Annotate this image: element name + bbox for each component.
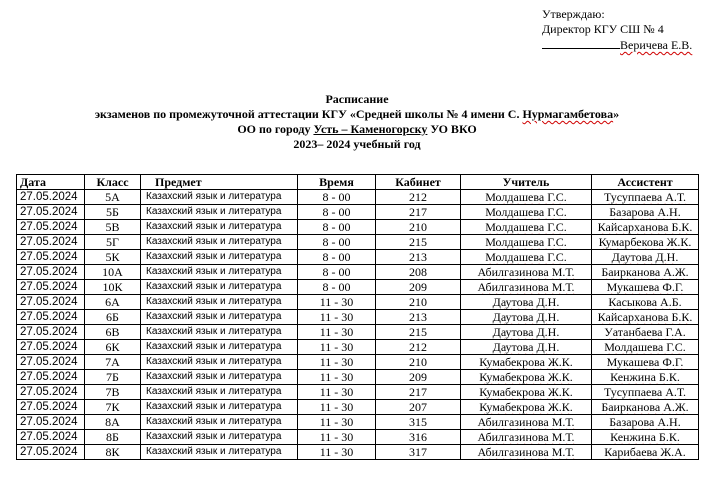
cell-date: 27.05.2024 — [17, 235, 85, 250]
cell-assistant-name: Касыкова А.Б. — [608, 295, 682, 309]
cell-time: 11 - 30 — [298, 430, 376, 445]
cell-subject: Казахский язык и литература — [141, 205, 298, 220]
header-subject: Предмет — [141, 175, 298, 190]
cell-time: 8 - 00 — [298, 205, 376, 220]
title-line-4: 2023– 2024 учебный год — [293, 137, 421, 151]
cell-teacher-name: Кумабекрова Ж.К. — [479, 400, 573, 414]
cell-teacher — [461, 430, 592, 445]
header-assistant: Ассистент — [592, 175, 699, 190]
cell-room: 315 — [376, 415, 461, 430]
cell-class: 8А — [85, 415, 141, 430]
cell-teacher — [461, 325, 592, 340]
cell-time: 8 - 00 — [298, 220, 376, 235]
cell-time: 8 - 00 — [298, 190, 376, 205]
cell-teacher-name: Молдашева Г.С. — [485, 220, 567, 234]
cell-assistant-name: Тусуппаева А.Т. — [603, 190, 687, 204]
cell-assistant — [592, 370, 699, 385]
cell-room: 212 — [376, 190, 461, 205]
cell-room: 209 — [376, 280, 461, 295]
cell-date: 27.05.2024 — [17, 250, 85, 265]
cell-teacher — [461, 415, 592, 430]
cell-assistant-name: Кайсарханова Б.К. — [597, 220, 693, 234]
cell-date: 27.05.2024 — [17, 295, 85, 310]
cell-time: 8 - 00 — [298, 280, 376, 295]
cell-date: 27.05.2024 — [17, 310, 85, 325]
cell-assistant-name: Кумарбекова Ж.К. — [598, 235, 692, 249]
table-row — [17, 400, 699, 415]
cell-class: 6К — [85, 340, 141, 355]
cell-time: 11 - 30 — [298, 400, 376, 415]
cell-time: 11 - 30 — [298, 355, 376, 370]
cell-time: 11 - 30 — [298, 340, 376, 355]
header-teacher: Учитель — [461, 175, 592, 190]
cell-subject: Казахский язык и литература — [141, 280, 298, 295]
cell-date: 27.05.2024 — [17, 445, 85, 460]
title-line-2-name: Нурмагамбетова — [522, 107, 614, 121]
cell-assistant — [592, 310, 699, 325]
cell-subject: Казахский язык и литература — [141, 310, 298, 325]
cell-teacher — [461, 235, 592, 250]
cell-assistant-name: Баирканова А.Ж. — [601, 400, 689, 414]
cell-teacher — [461, 340, 592, 355]
cell-teacher-name: Кумабекрова Ж.К. — [479, 385, 573, 399]
cell-room: 316 — [376, 430, 461, 445]
cell-date: 27.05.2024 — [17, 205, 85, 220]
cell-time: 11 - 30 — [298, 385, 376, 400]
table-row — [17, 280, 699, 295]
title-line-2-text: экзаменов по промежуточной аттестации КГУ «Средней школы № 4 имени С. — [94, 107, 523, 121]
table-row — [17, 235, 699, 250]
cell-subject: Казахский язык и литература — [141, 430, 298, 445]
cell-time: 11 - 30 — [298, 415, 376, 430]
cell-teacher-name: Абилгазинова М.Т. — [477, 265, 575, 279]
cell-class: 8К — [85, 445, 141, 460]
cell-subject: Казахский язык и литература — [141, 250, 298, 265]
cell-date: 27.05.2024 — [17, 355, 85, 370]
cell-room: 209 — [376, 370, 461, 385]
cell-teacher-name: Абилгазинова М.Т. — [477, 280, 575, 294]
table-row — [17, 325, 699, 340]
title-line-3-text: ОО по городу — [237, 122, 314, 136]
cell-subject: Казахский язык и литература — [141, 325, 298, 340]
cell-teacher — [461, 220, 592, 235]
cell-room: 210 — [376, 220, 461, 235]
cell-assistant — [592, 385, 699, 400]
cell-date: 27.05.2024 — [17, 325, 85, 340]
cell-teacher — [461, 355, 592, 370]
cell-assistant — [592, 415, 699, 430]
cell-class: 8Б — [85, 430, 141, 445]
cell-assistant — [592, 355, 699, 370]
cell-assistant-name: Кенжина Б.К. — [610, 430, 680, 444]
cell-teacher — [461, 445, 592, 460]
approval-block — [542, 7, 692, 53]
cell-teacher — [461, 400, 592, 415]
cell-class: 6А — [85, 295, 141, 310]
cell-teacher-name: Кумабекрова Ж.К. — [479, 355, 573, 369]
table-row — [17, 370, 699, 385]
cell-teacher — [461, 295, 592, 310]
cell-room: 317 — [376, 445, 461, 460]
table-body — [17, 190, 699, 460]
title-line-2-end: » — [613, 107, 620, 121]
cell-date: 27.05.2024 — [17, 415, 85, 430]
cell-teacher-name: Молдашева Г.С. — [485, 250, 567, 264]
cell-teacher-name: Даутова Д.Н. — [492, 340, 560, 354]
cell-assistant — [592, 295, 699, 310]
table-header-row — [17, 175, 699, 190]
cell-teacher — [461, 280, 592, 295]
title-line-1: Расписание — [325, 92, 389, 106]
cell-room: 215 — [376, 235, 461, 250]
cell-assistant — [592, 265, 699, 280]
cell-assistant-name: Кенжина Б.К. — [610, 370, 680, 384]
cell-class: 7А — [85, 355, 141, 370]
cell-teacher-name: Даутова Д.Н. — [492, 310, 560, 324]
cell-date: 27.05.2024 — [17, 430, 85, 445]
header-time: Время — [298, 175, 376, 190]
header-room: Кабинет — [376, 175, 461, 190]
document-title — [0, 92, 714, 152]
cell-subject: Казахский язык и литература — [141, 355, 298, 370]
cell-date: 27.05.2024 — [17, 400, 85, 415]
cell-time: 11 - 30 — [298, 295, 376, 310]
cell-assistant — [592, 235, 699, 250]
header-class: Класс — [85, 175, 141, 190]
cell-subject: Казахский язык и литература — [141, 385, 298, 400]
cell-room: 217 — [376, 385, 461, 400]
cell-assistant-name: Баирканова А.Ж. — [601, 265, 689, 279]
cell-date: 27.05.2024 — [17, 370, 85, 385]
cell-room: 207 — [376, 400, 461, 415]
cell-teacher-name: Кумабекрова Ж.К. — [479, 370, 573, 384]
cell-date: 27.05.2024 — [17, 280, 85, 295]
cell-teacher-name: Даутова Д.Н. — [492, 295, 560, 309]
cell-assistant — [592, 280, 699, 295]
cell-room: 213 — [376, 250, 461, 265]
cell-class: 7В — [85, 385, 141, 400]
cell-assistant — [592, 430, 699, 445]
cell-class: 5В — [85, 220, 141, 235]
cell-teacher-name: Молдашева Г.С. — [485, 205, 567, 219]
cell-date: 27.05.2024 — [17, 340, 85, 355]
cell-room: 213 — [376, 310, 461, 325]
signature-line — [542, 37, 620, 49]
cell-assistant-name: Тусуппаева А.Т. — [603, 385, 687, 399]
cell-time: 8 - 00 — [298, 250, 376, 265]
cell-assistant — [592, 205, 699, 220]
table-row — [17, 265, 699, 280]
cell-class: 6В — [85, 325, 141, 340]
table-row — [17, 205, 699, 220]
cell-subject: Казахский язык и литература — [141, 220, 298, 235]
cell-room: 208 — [376, 265, 461, 280]
cell-room: 215 — [376, 325, 461, 340]
cell-assistant-name: Мукашева Ф.Г. — [606, 280, 684, 294]
cell-date: 27.05.2024 — [17, 385, 85, 400]
table-row — [17, 415, 699, 430]
cell-room: 212 — [376, 340, 461, 355]
cell-teacher — [461, 250, 592, 265]
cell-class: 5Г — [85, 235, 141, 250]
cell-time: 11 - 30 — [298, 310, 376, 325]
cell-date: 27.05.2024 — [17, 220, 85, 235]
exam-schedule-table — [16, 174, 699, 460]
cell-teacher-name: Абилгазинова М.Т. — [477, 430, 575, 444]
table-row — [17, 310, 699, 325]
cell-class: 6Б — [85, 310, 141, 325]
approval-signature — [542, 37, 692, 53]
cell-subject: Казахский язык и литература — [141, 295, 298, 310]
cell-teacher-name: Молдашева Г.С. — [485, 235, 567, 249]
approval-caption: Утверждаю: — [542, 7, 605, 21]
cell-assistant — [592, 400, 699, 415]
table-row — [17, 445, 699, 460]
cell-assistant-name: Базарова А.Н. — [609, 205, 681, 219]
cell-assistant-name: Кайсарханова Б.К. — [597, 310, 693, 324]
table-row — [17, 190, 699, 205]
header-date: Дата — [17, 175, 85, 190]
cell-room: 210 — [376, 355, 461, 370]
cell-subject: Казахский язык и литература — [141, 400, 298, 415]
cell-assistant-name: Даутова Д.Н. — [611, 250, 679, 264]
cell-class: 5А — [85, 190, 141, 205]
cell-class: 5Б — [85, 205, 141, 220]
title-line-3-city: Усть – Каменогорску — [313, 122, 428, 136]
cell-teacher — [461, 265, 592, 280]
cell-subject: Казахский язык и литература — [141, 235, 298, 250]
cell-assistant-name: Базарова А.Н. — [609, 415, 681, 429]
cell-date: 27.05.2024 — [17, 265, 85, 280]
cell-assistant-name: Молдашева Г.С. — [604, 340, 686, 354]
table-row — [17, 355, 699, 370]
table-row — [17, 220, 699, 235]
cell-assistant — [592, 190, 699, 205]
cell-assistant-name: Мукашева Ф.Г. — [606, 355, 684, 369]
cell-assistant — [592, 325, 699, 340]
approval-signer: Веричева Е.В. — [620, 38, 693, 52]
title-line-2 — [0, 107, 714, 122]
cell-room: 217 — [376, 205, 461, 220]
cell-teacher — [461, 385, 592, 400]
cell-teacher-name: Даутова Д.Н. — [492, 325, 560, 339]
table-row — [17, 430, 699, 445]
cell-assistant — [592, 220, 699, 235]
cell-time: 11 - 30 — [298, 325, 376, 340]
cell-assistant — [592, 340, 699, 355]
cell-subject: Казахский язык и литература — [141, 340, 298, 355]
cell-teacher — [461, 190, 592, 205]
table-row — [17, 385, 699, 400]
cell-subject: Казахский язык и литература — [141, 445, 298, 460]
cell-teacher — [461, 370, 592, 385]
cell-room: 210 — [376, 295, 461, 310]
cell-subject: Казахский язык и литература — [141, 415, 298, 430]
cell-teacher-name: Абилгазинова М.Т. — [477, 445, 575, 459]
approval-position: Директор КГУ СШ № 4 — [542, 22, 664, 36]
cell-subject: Казахский язык и литература — [141, 265, 298, 280]
cell-class: 5К — [85, 250, 141, 265]
cell-teacher-name: Молдашева Г.С. — [485, 190, 567, 204]
cell-class: 7К — [85, 400, 141, 415]
cell-subject: Казахский язык и литература — [141, 370, 298, 385]
cell-time: 11 - 30 — [298, 445, 376, 460]
title-line-3-end: УО ВКО — [427, 122, 477, 136]
cell-assistant-name: Уатанбаева Г.А. — [604, 325, 686, 339]
table-row — [17, 295, 699, 310]
cell-time: 8 - 00 — [298, 265, 376, 280]
cell-class: 10К — [85, 280, 141, 295]
cell-teacher-name: Абилгазинова М.Т. — [477, 415, 575, 429]
cell-class: 10А — [85, 265, 141, 280]
cell-subject: Казахский язык и литература — [141, 190, 298, 205]
cell-teacher — [461, 205, 592, 220]
cell-assistant — [592, 250, 699, 265]
cell-teacher — [461, 310, 592, 325]
cell-assistant-name: Карибаева Ж.А. — [604, 445, 686, 459]
cell-assistant — [592, 445, 699, 460]
table-row — [17, 250, 699, 265]
table-row — [17, 340, 699, 355]
title-line-3 — [0, 122, 714, 137]
cell-class: 7Б — [85, 370, 141, 385]
cell-time: 8 - 00 — [298, 235, 376, 250]
cell-date: 27.05.2024 — [17, 190, 85, 205]
cell-time: 11 - 30 — [298, 370, 376, 385]
